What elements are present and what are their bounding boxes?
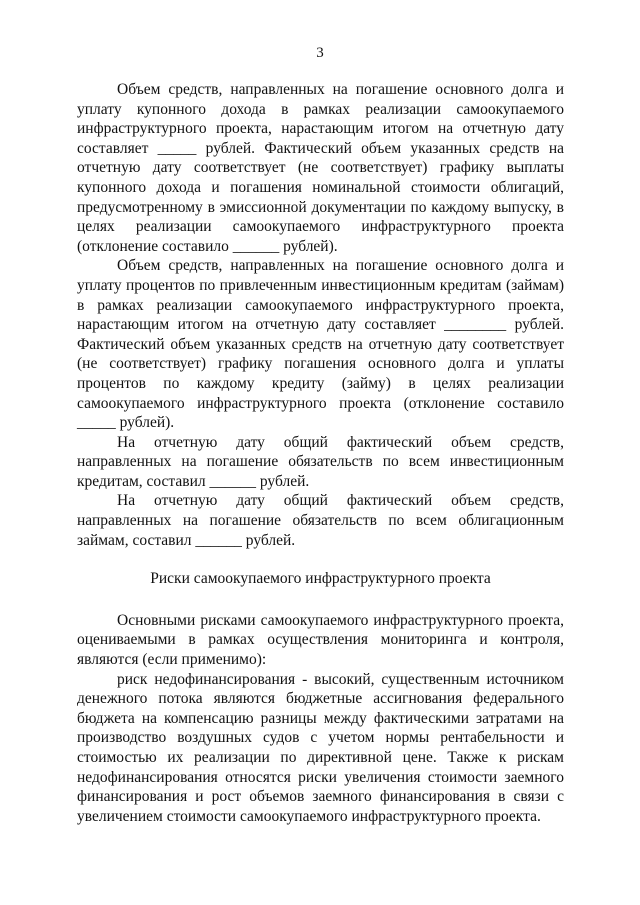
paragraph-underfunding-risk: риск недофинансирования - высокий, существенным источником денежного потока являются бюджетные ассигнования федерального бюджета на компенсацию разницы между фактическими затратами на производство воздушных судов с учетом нормы рентабельности и стоимостью их реализации по директивной цене. Также к рискам недофинансирования относятся риски увеличения стоимости заемного финансирования и рост объемов заемного финансирования в связи с увеличением стоимости самоокупаемого инфраструктурного проекта. [77,670,564,825]
section-heading-risks: Риски самоокупаемого инфраструктурного проекта [150,570,491,588]
paragraph-total-bonds: На отчетную дату общий фактический объем средств, направленных на погашение обязательств по всем облигационным займам, составил ______ рублей. [77,492,564,549]
paragraph-bond-repayment: Объем средств, направленных на погашение основного долга и уплату купонного дохода в рамках реализации самоокупаемого инфраструктурного проекта, нарастающим итогом на отчетную дату составляет _____ рублей. Фактический объем указанных средств на отчетную дату соответствует (не соответствует) графику выплаты купонного дохода и погашения номинальной стоимости облигаций, предусмотренному в эмиссионной документации по каждому выпуску, в целях реализации самоокупаемого инфраструктурного проекта (отклонение составило ______ рублей). [77,81,564,255]
paragraph-loan-repayment: Объем средств, направленных на погашение основного долга и уплату процентов по привлеченным инвестиционным кредитам (займам) в рамках реализации самоокупаемого инфраструктурного проекта, нарастающим итогом на отчетную дату составляет ________ рублей. Фактический объем указанных средств на отчетную дату соответствует (не соответствует) графику погашения основного долга и уплаты процентов по каждому кредиту (займу) в целях реализации самоокупаемого инфраструктурного проекта (отклонение составило _____ рублей). [77,257,564,432]
page-number: 3 [316,45,324,61]
document-body [77,80,564,826]
paragraph-main-risks: Основными рисками самоокупаемого инфраструктурного проекта, оцениваемыми в рамках осуществления мониторинга и контроля, являются (если применимо): [77,611,564,669]
paragraph-total-loans: На отчетную дату общий фактический объем средств, направленных на погашение обязательств по всем инвестиционным кредитам, составил ______ рублей. [77,433,564,490]
